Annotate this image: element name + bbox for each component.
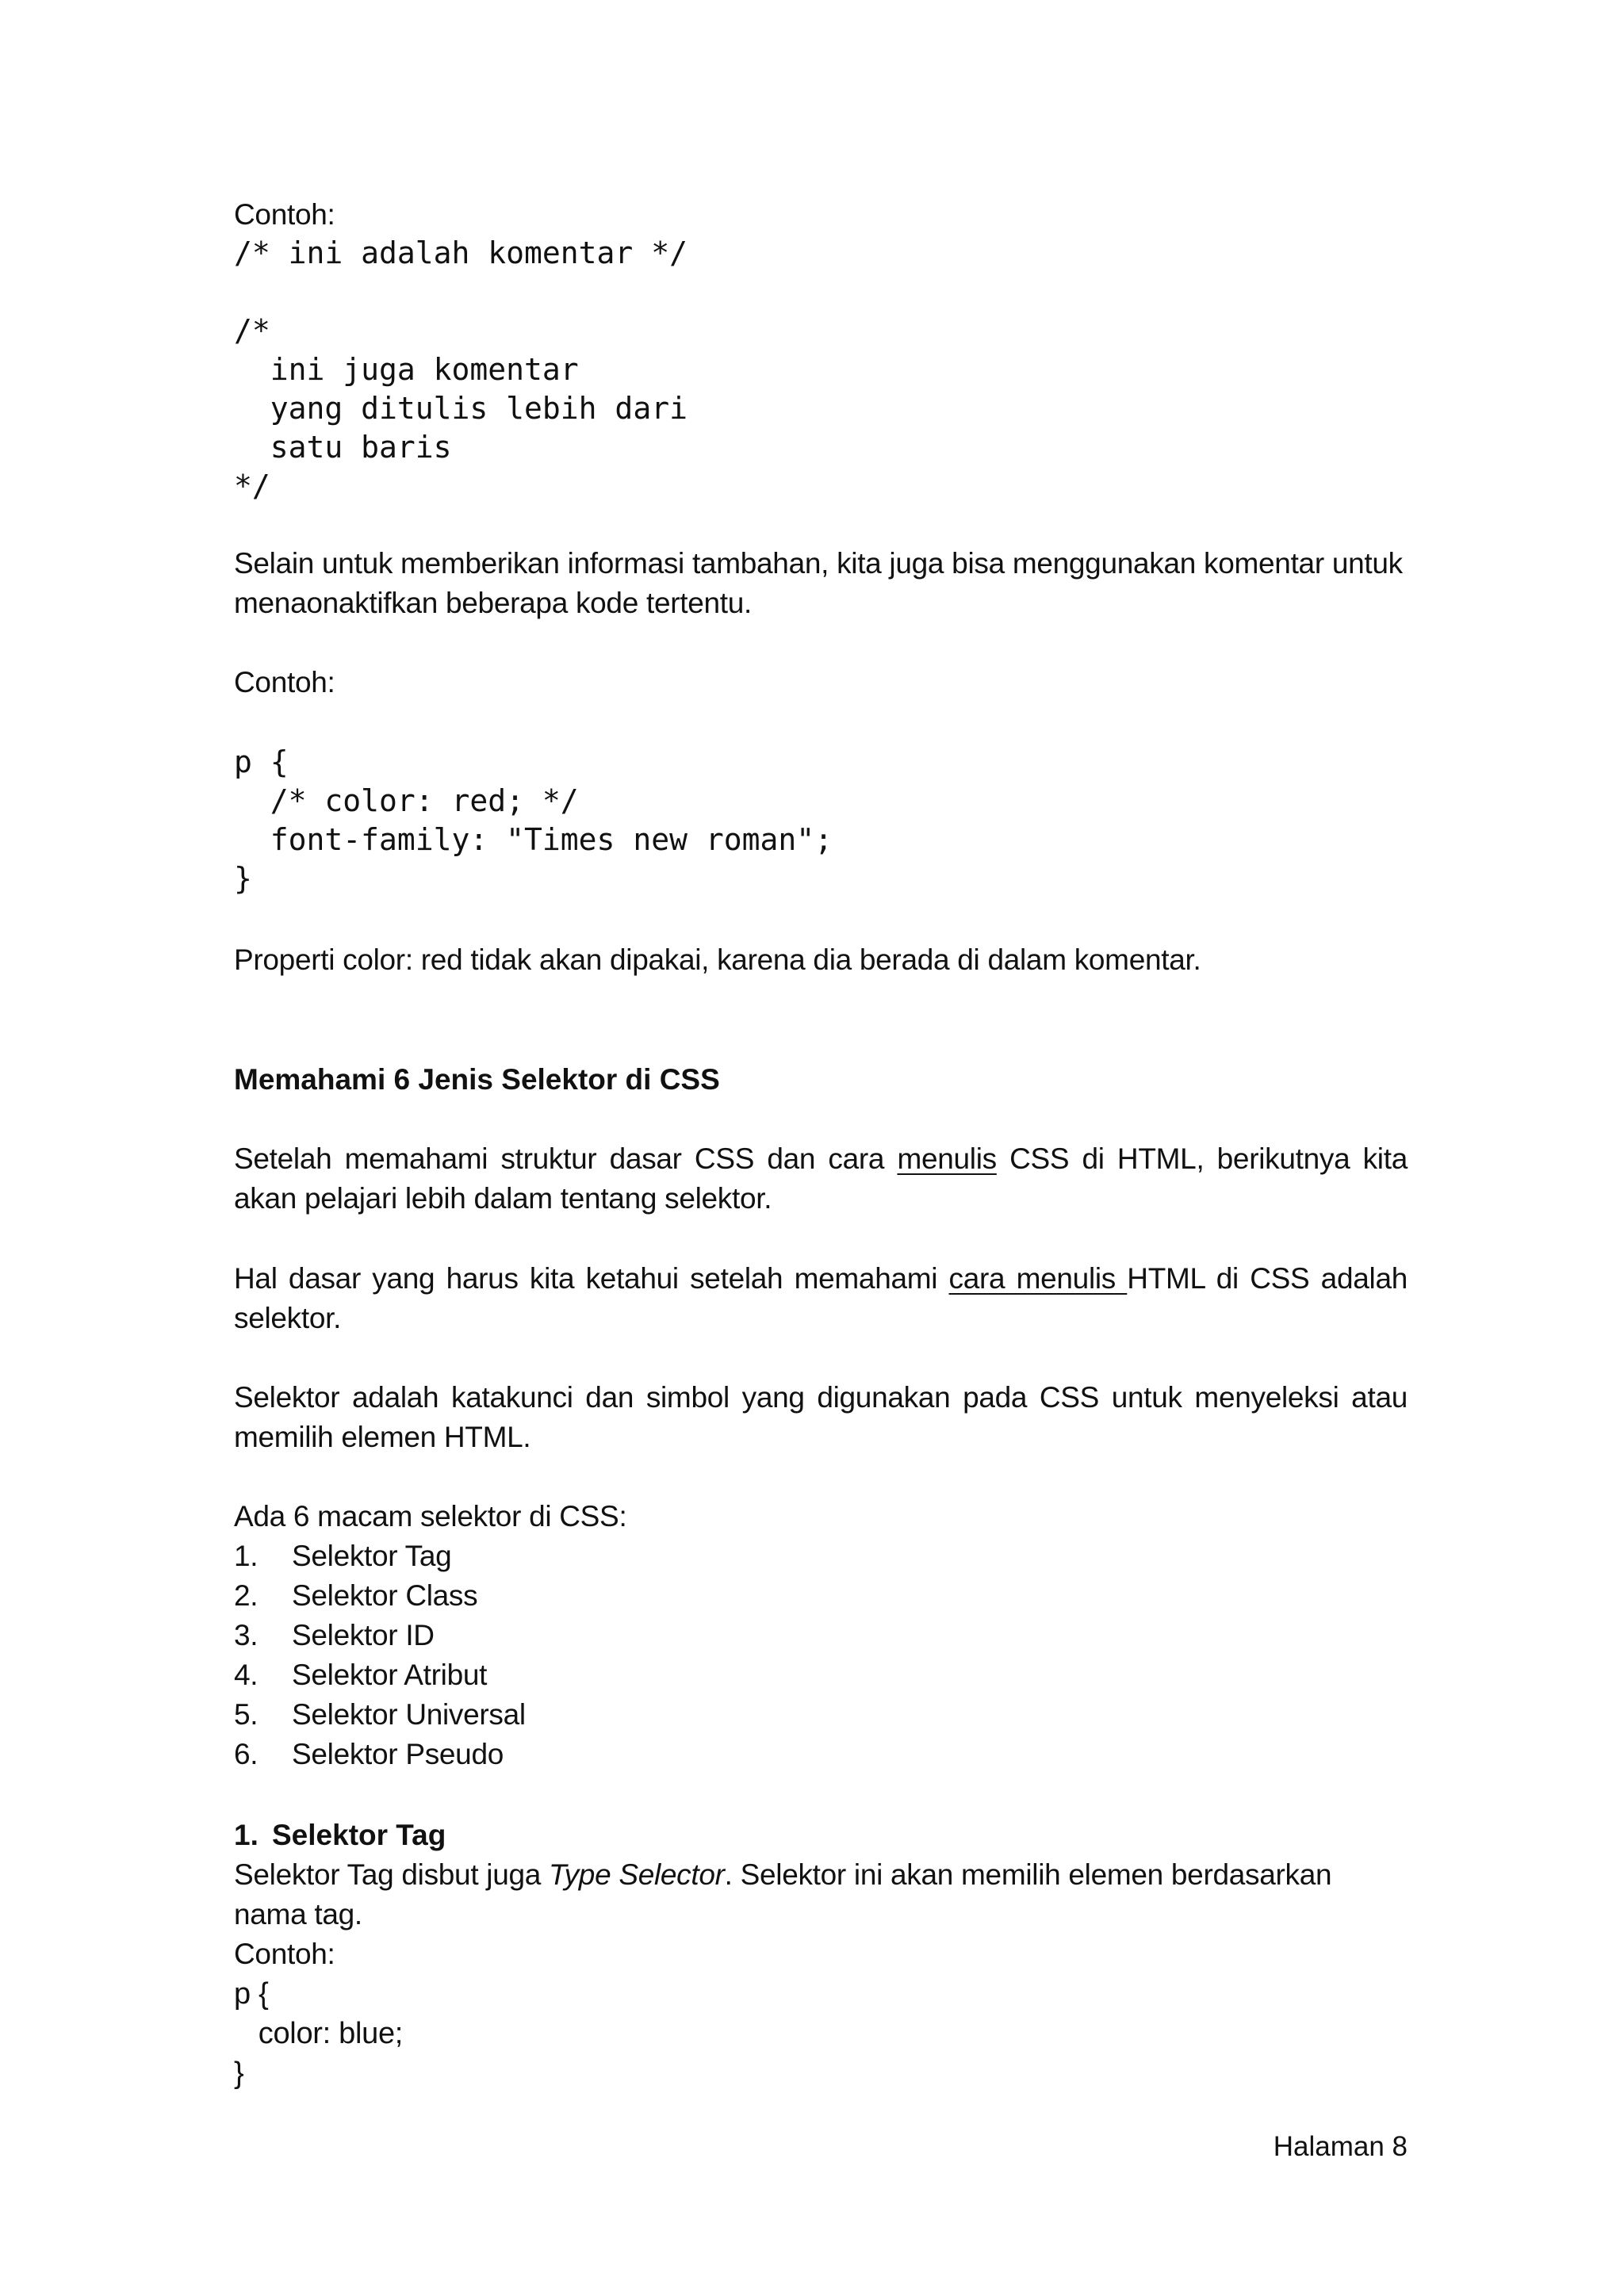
paragraph-intro-text-1: Setelah memahami struktur dasar CSS dan cara — [234, 1142, 898, 1175]
list-label: Selektor ID — [292, 1619, 435, 1651]
document-page — [234, 0, 1408, 2296]
list-item — [234, 1616, 1408, 1655]
code-block-comments: /* ini adalah komentar */ /* ini juga komentar yang ditulis lebih dari satu baris */ — [234, 235, 688, 503]
paragraph-intro-text-2: CSS di HTML, berikutnya kita akan pelajari lebih dalam tentang selektor. — [234, 1142, 1408, 1215]
paragraph-intro — [234, 1139, 1408, 1219]
paragraph-tag-selector — [234, 1855, 1408, 1934]
paragraph-basic — [234, 1259, 1408, 1338]
list-item — [234, 1735, 1408, 1774]
code-block-disabled-property: p { /* color: red; */ font-family: "Times new roman"; } — [234, 744, 833, 896]
page-number: Halaman 8 — [1273, 2131, 1408, 2162]
example-label: Contoh: — [234, 666, 335, 698]
section-heading: Memahami 6 Jenis Selektor di CSS — [234, 1063, 720, 1096]
list-item — [234, 1695, 1408, 1735]
list-label: Selektor Atribut — [292, 1659, 488, 1691]
example-label: Contoh: — [234, 1938, 335, 1970]
example-label: Contoh: — [234, 198, 335, 231]
list-item — [234, 1536, 1408, 1576]
list-number: 5. — [234, 1698, 259, 1731]
type-selector-term: Type Selector — [549, 1858, 725, 1891]
list-label: Selektor Class — [292, 1579, 478, 1612]
paragraph-comment-use: Selain untuk memberikan informasi tambahan, kita juga bisa menggunakan komentar untuk menaonaktifkan beberapa kode tertentu. — [234, 547, 1403, 619]
list-intro: Ada 6 macam selektor di CSS: — [234, 1500, 627, 1533]
menulis-link[interactable]: menulis — [897, 1142, 997, 1175]
paragraph-definition: Selektor adalah katakunci dan simbol yang digunakan pada CSS untuk menyeleksi atau memilih elemen HTML. — [234, 1381, 1408, 1453]
list-number: 1. — [234, 1540, 259, 1572]
list-number: 3. — [234, 1619, 259, 1651]
list-label: Selektor Pseudo — [292, 1738, 504, 1770]
paragraph-tag-text-1: Selektor Tag disbut juga — [234, 1858, 550, 1891]
code-block-tag-example: p { color: blue; } — [234, 1977, 404, 2090]
list-number: 4. — [234, 1659, 259, 1691]
list-label: Selektor Universal — [292, 1698, 526, 1731]
selector-list — [234, 1536, 1408, 1774]
list-item — [234, 1655, 1408, 1695]
subsection-number: 1. — [234, 1819, 259, 1851]
list-label: Selektor Tag — [292, 1540, 452, 1572]
list-item — [234, 1576, 1408, 1616]
paragraph-basic-text-2: HTML di CSS adalah selektor. — [234, 1262, 1408, 1334]
subsection-title: Selektor Tag — [272, 1819, 446, 1851]
list-number: 6. — [234, 1738, 259, 1770]
paragraph-tag-text-2: . Selektor ini akan memilih elemen berdasarkan nama tag. — [234, 1858, 1332, 1931]
cara-menulis-link[interactable]: cara menulis — [948, 1262, 1128, 1295]
list-number: 2. — [234, 1579, 259, 1612]
subsection-heading — [234, 1816, 1408, 1855]
paragraph-property-note: Properti color: red tidak akan dipakai, karena dia berada di dalam komentar. — [234, 943, 1201, 976]
paragraph-basic-text-1: Hal dasar yang harus kita ketahui setelah memahami — [234, 1262, 949, 1295]
